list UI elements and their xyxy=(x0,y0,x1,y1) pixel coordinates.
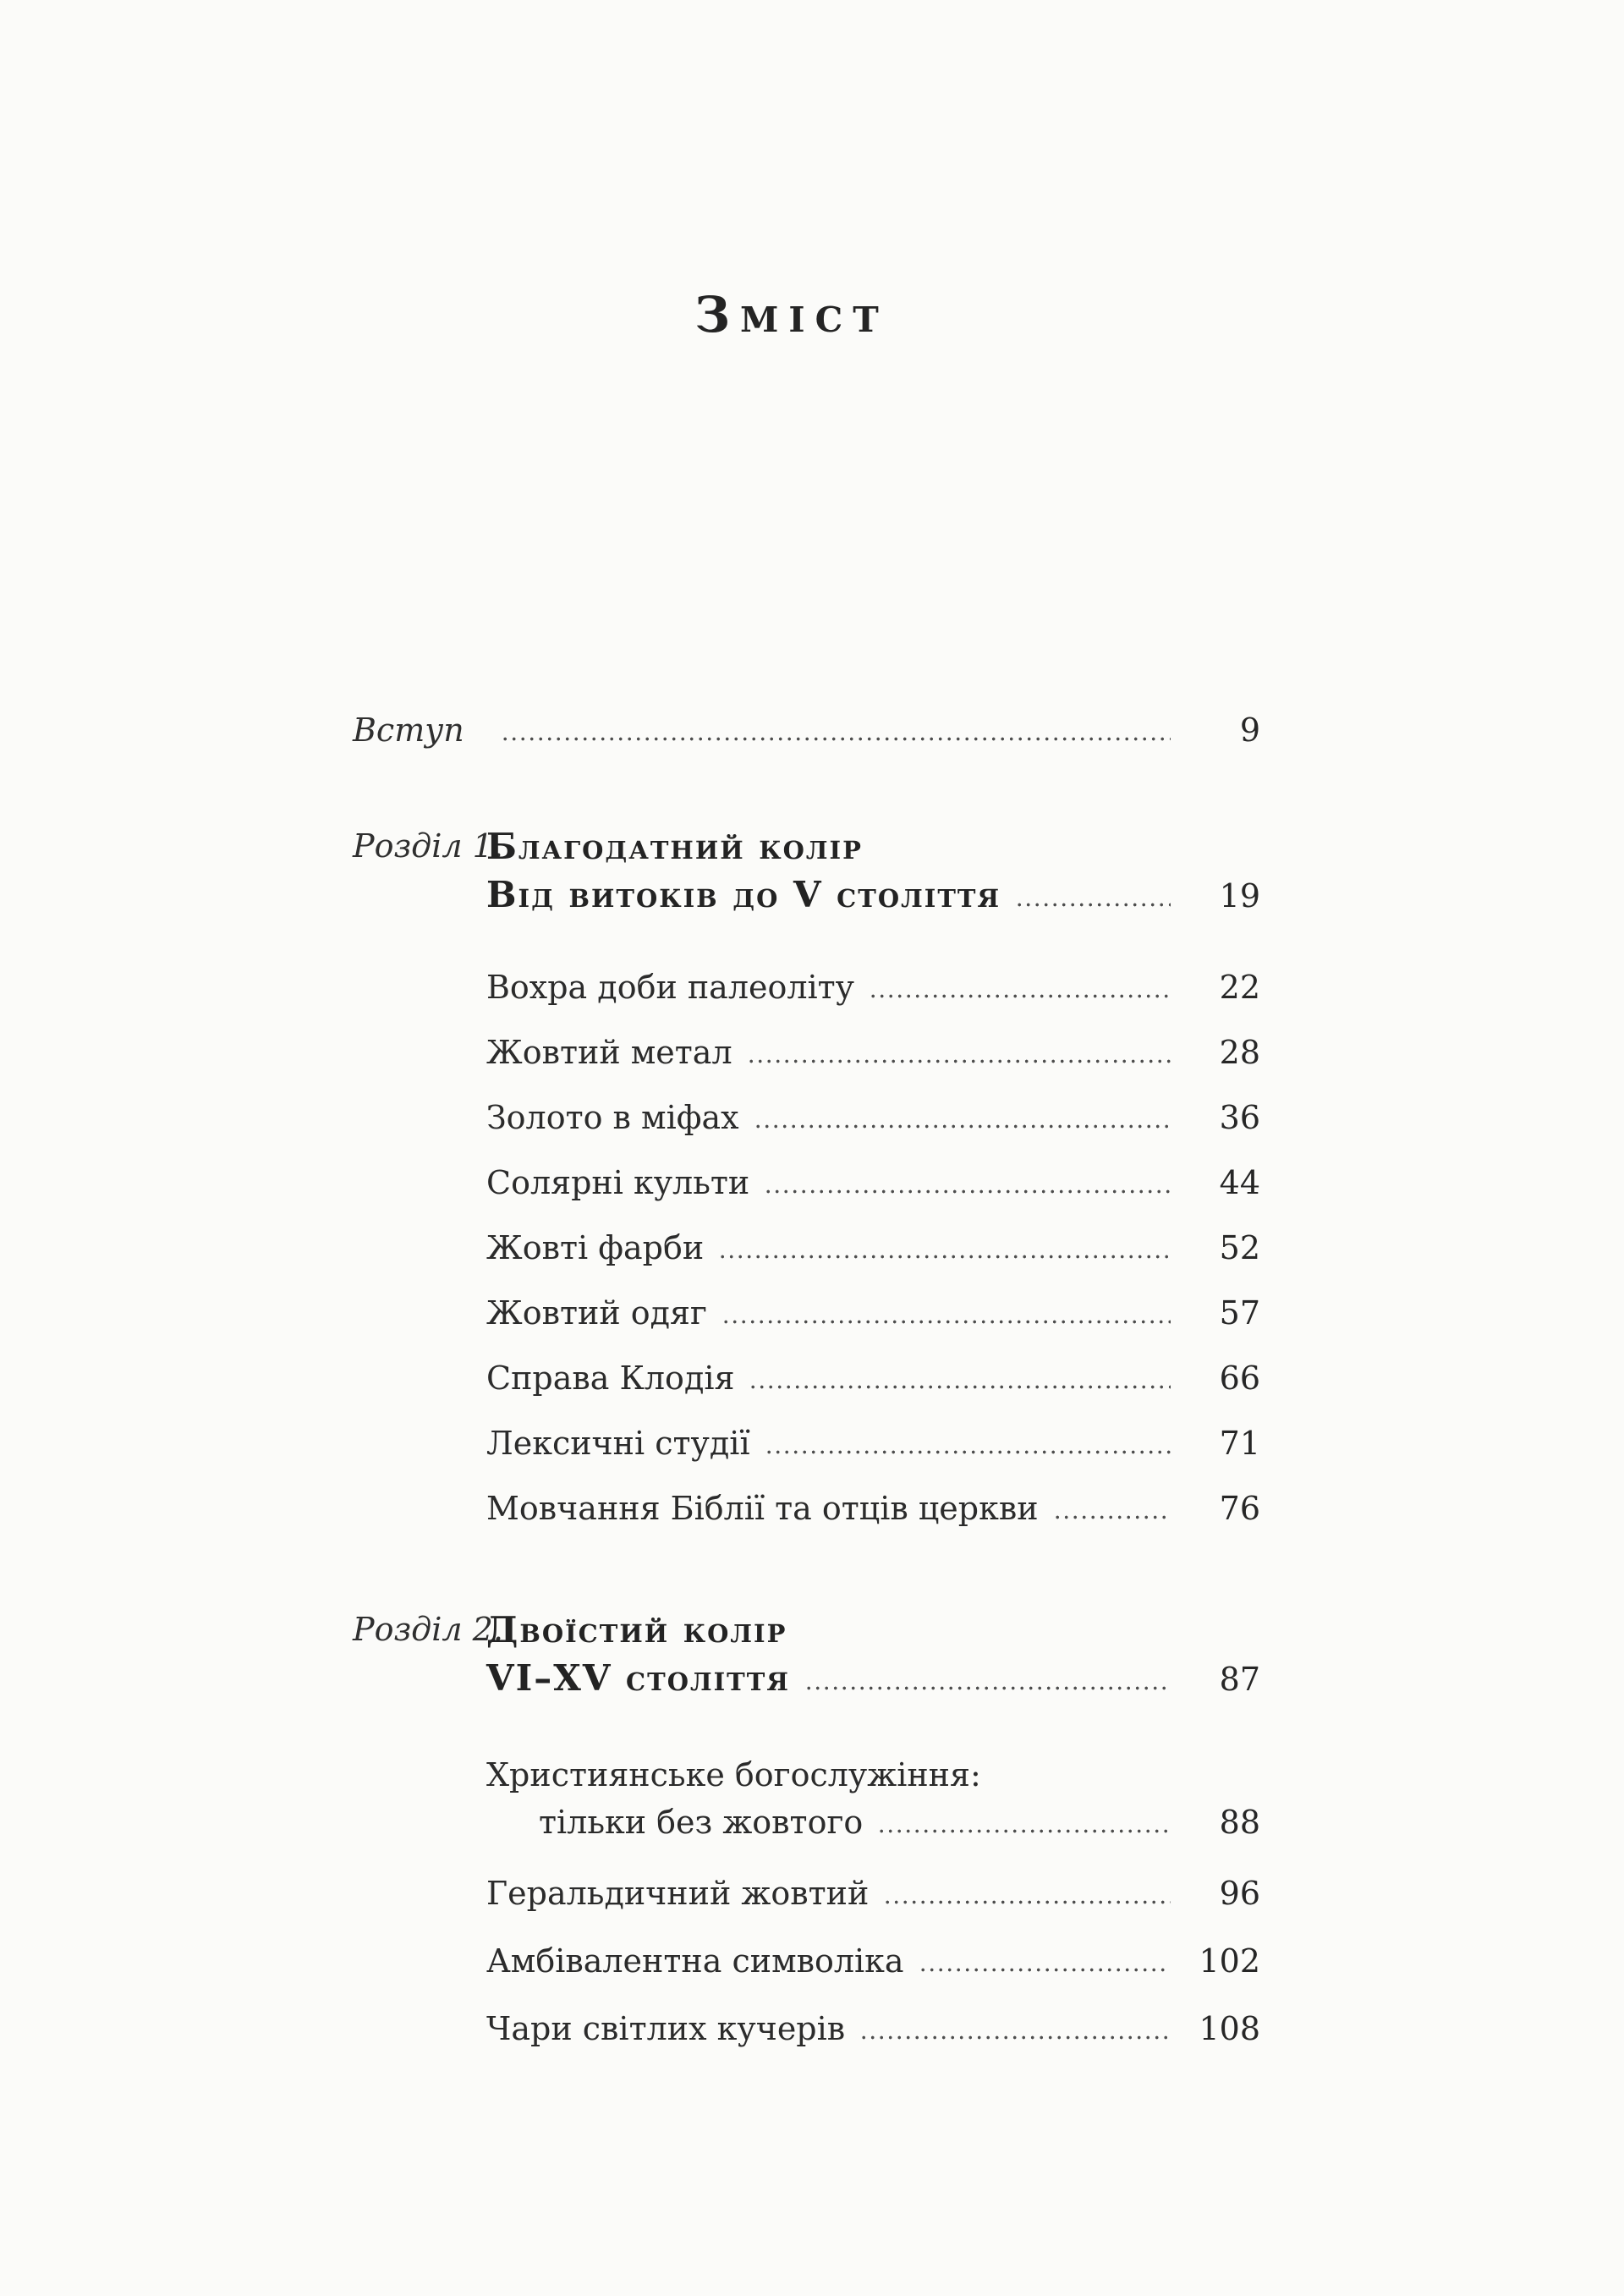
toc-entry-line xyxy=(486,1751,1260,1799)
toc-entry-page: 22 xyxy=(1219,969,1260,1006)
toc-entry-title: Золото в міфах xyxy=(486,1099,739,1136)
toc-entry-page: 108 xyxy=(1199,2010,1260,2047)
dot-leader xyxy=(503,737,1171,741)
toc-entry xyxy=(486,1354,1260,1402)
toc-entry-page: 66 xyxy=(1219,1359,1260,1397)
toc-entry-page: 102 xyxy=(1199,1942,1260,1980)
toc-entry-title: Лексичні студії xyxy=(486,1425,750,1462)
toc-entry-title: Мовчання Біблії та отців церкви xyxy=(486,1490,1039,1527)
toc-entry-title: Жовтий метал xyxy=(486,1034,732,1071)
dot-leader xyxy=(767,1450,1171,1454)
chapter-label: Розділ 1. xyxy=(353,827,503,865)
chapter-subtitle-text: VI–XV століття xyxy=(486,1657,790,1699)
dot-leader xyxy=(807,1686,1171,1690)
chapter-title-line xyxy=(486,1654,1260,1704)
toc-entry xyxy=(486,1224,1260,1272)
chapter-title-block xyxy=(486,822,1260,920)
dot-leader xyxy=(756,1124,1171,1129)
toc-entry-title: Солярні культи xyxy=(486,1164,750,1201)
toc-intro-row xyxy=(353,706,1260,754)
dot-leader xyxy=(724,1320,1171,1324)
toc-entry-page: 76 xyxy=(1219,1490,1260,1527)
dot-leader xyxy=(766,1189,1171,1194)
toc-entry xyxy=(486,2005,1260,2052)
toc-entry-page: 52 xyxy=(1219,1229,1260,1266)
dot-leader xyxy=(1018,903,1171,907)
chapter-title-text: Благодатний колір xyxy=(486,826,863,867)
chapter-subtitle-text: Від витоків до V століття xyxy=(486,874,1001,915)
toc-entry-title: Жовтий одяг xyxy=(486,1294,707,1332)
toc-entry xyxy=(486,1289,1260,1337)
chapter-page-number: 87 xyxy=(1219,1661,1260,1698)
intro-line xyxy=(486,706,1260,754)
chapter-label: Розділ 2. xyxy=(353,1611,503,1648)
toc-entry-title: Християнське богослужіння: xyxy=(486,1756,981,1793)
toc-entry-title-continued: тільки без жовтого xyxy=(539,1804,864,1841)
dot-leader xyxy=(749,1059,1171,1063)
toc-entry xyxy=(486,964,1260,1011)
toc-entry xyxy=(486,1420,1260,1467)
toc-entry-title: Чари світлих кучерів xyxy=(486,2010,846,2047)
toc-entry-title: Справа Клодія xyxy=(486,1359,735,1397)
chapter-row xyxy=(353,1606,1260,1704)
chapter-title-line xyxy=(486,822,1260,871)
chapter-title-line xyxy=(486,871,1260,920)
intro-label: Вступ xyxy=(353,711,464,749)
chapter-title-line xyxy=(486,1606,1260,1654)
toc-entry-line xyxy=(486,1799,1260,1846)
chapter-row xyxy=(353,822,1260,920)
chapter-page-number: 19 xyxy=(1219,877,1260,915)
toc-entry-two-line xyxy=(486,1751,1260,1846)
toc-entry xyxy=(486,1029,1260,1076)
toc-entry xyxy=(486,1870,1260,1917)
toc-entry xyxy=(486,1937,1260,1985)
dot-leader xyxy=(880,1829,1171,1833)
toc-entry xyxy=(486,1159,1260,1206)
toc-entry-page: 96 xyxy=(1219,1875,1260,1912)
toc-entry xyxy=(486,1485,1260,1532)
toc-entry-page: 71 xyxy=(1219,1425,1260,1462)
dot-leader xyxy=(886,1900,1171,1904)
toc-entry-page: 28 xyxy=(1219,1034,1260,1071)
dot-leader xyxy=(862,2035,1170,2040)
page-title: Зміст xyxy=(694,286,889,343)
chapter-title-text: Двоїстий колір xyxy=(486,1609,787,1651)
table-of-contents xyxy=(353,706,1260,2052)
toc-entry-title: Вохра доби палеоліту xyxy=(486,969,855,1006)
dot-leader xyxy=(921,1968,1171,1972)
toc-entry-title: Амбівалентна символіка xyxy=(486,1942,904,1980)
toc-entry-page: 88 xyxy=(1219,1804,1260,1841)
dot-leader xyxy=(751,1385,1171,1389)
toc-entry-page: 36 xyxy=(1219,1099,1260,1136)
intro-page-number: 9 xyxy=(1239,711,1260,749)
dot-leader xyxy=(721,1255,1171,1259)
dot-leader xyxy=(1056,1515,1171,1519)
toc-entry-title: Жовті фарби xyxy=(486,1229,705,1266)
toc-entry-page: 57 xyxy=(1219,1294,1260,1332)
toc-entry-title: Геральдичний жовтий xyxy=(486,1875,870,1912)
toc-entry xyxy=(486,1094,1260,1141)
toc-entry-page: 44 xyxy=(1219,1164,1260,1201)
chapter-title-block xyxy=(486,1606,1260,1704)
dot-leader xyxy=(871,994,1171,998)
